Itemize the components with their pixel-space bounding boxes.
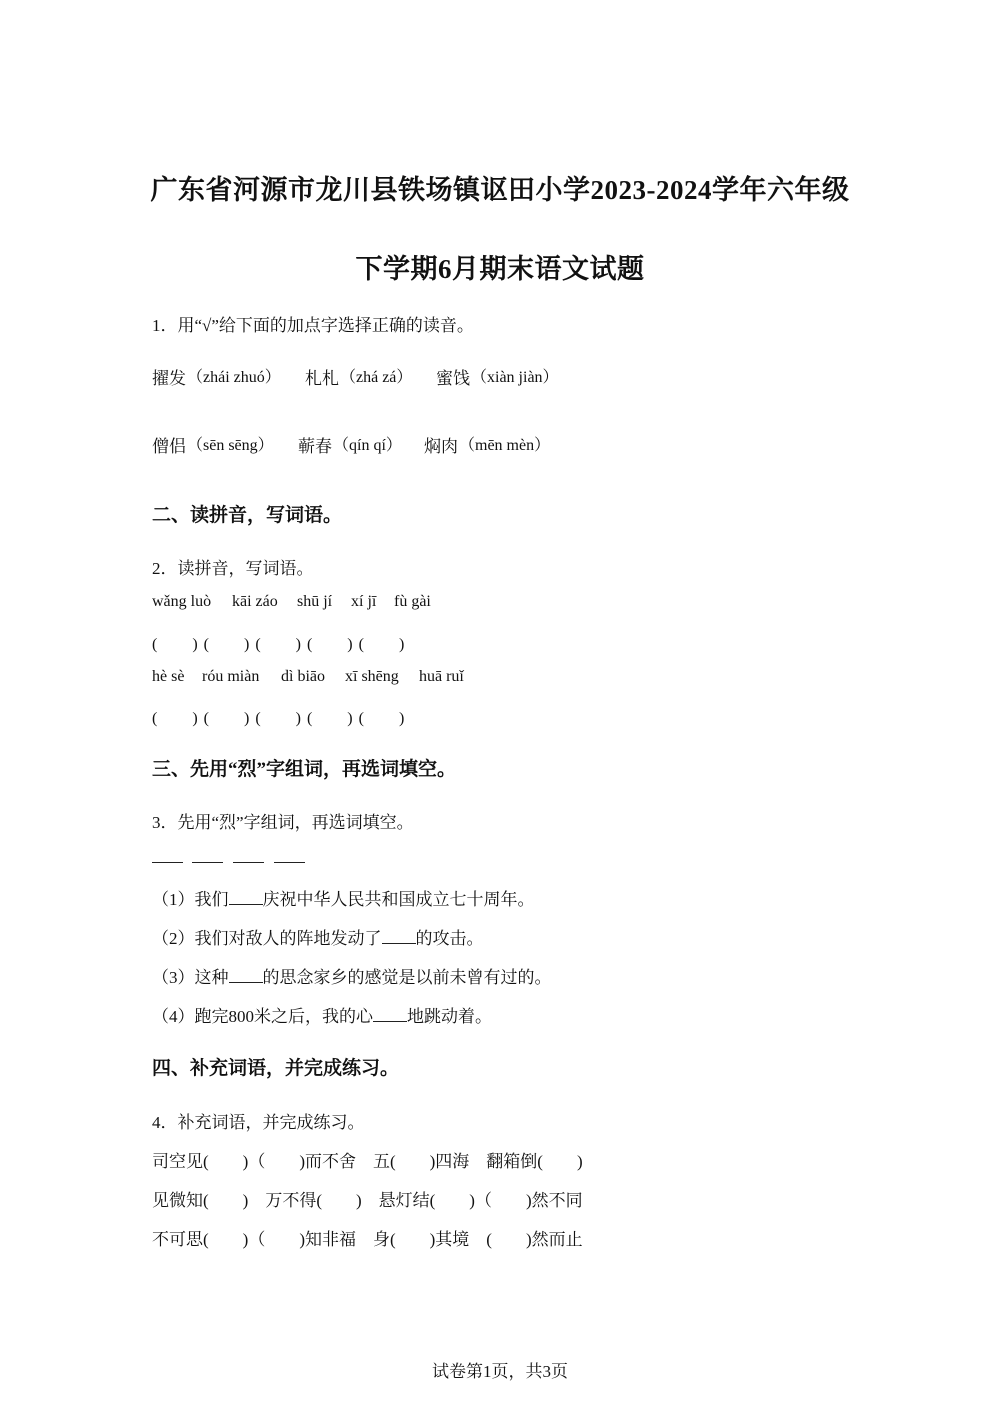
sentence-text: 庆祝中华人民共和国成立七十周年。 xyxy=(262,890,535,909)
exam-title-line2: 下学期6月期末语文试题 xyxy=(355,254,645,284)
answer-blank-line xyxy=(233,862,264,863)
idiom-row: 见微知( ) 万不得( ) 悬灯结( )（ )然不同 xyxy=(152,1191,583,1210)
section-4-heading: 四、补充词语，并完成练习。 xyxy=(152,1058,400,1079)
sentence-text: （1）我们 xyxy=(152,890,229,909)
fill-blank xyxy=(229,981,263,983)
pinyin-item: wǎng luò xyxy=(152,593,212,610)
fill-blank xyxy=(373,1020,407,1022)
answer-blank-line xyxy=(192,862,223,863)
pinyin-item: dì biāo xyxy=(281,668,325,685)
section-3-heading: 三、先用“烈”字组词，再选词填空。 xyxy=(152,759,457,780)
q1-item-word: 僧侣 xyxy=(152,437,186,456)
fill-sentence-3 xyxy=(152,963,552,988)
answer-parentheses-row: ( ) ( ) ( ) ( ) ( ) xyxy=(152,710,406,727)
page-footer: 试卷第1页，共3页 xyxy=(432,1362,568,1381)
pinyin-item: fù gài xyxy=(394,593,431,610)
fill-sentence-4 xyxy=(152,1002,492,1027)
question-3-prompt: 3．先用“烈”字组词，再选词填空。 xyxy=(152,813,414,832)
q1-item-pinyin: （zhái zhuó） xyxy=(187,369,281,386)
question-2-prompt: 2．读拼音，写词语。 xyxy=(152,559,314,578)
idiom-row: 司空见( )（ )而不舍 五( )四海 翻箱倒( ) xyxy=(152,1152,583,1171)
pinyin-item: hè sè xyxy=(152,668,185,685)
sentence-text: 的思念家乡的感觉是以前未曾有过的。 xyxy=(262,968,552,987)
question-1-prompt: 1．用“√”给下面的加点字选择正确的读音。 xyxy=(152,316,474,335)
q1-item-word: 蕲春 xyxy=(298,437,332,456)
pinyin-item: xí jī xyxy=(351,593,377,610)
answer-parentheses-row: ( ) ( ) ( ) ( ) ( ) xyxy=(152,636,406,653)
sentence-text: 的攻击。 xyxy=(415,929,484,948)
sentence-text: （3）这种 xyxy=(152,968,229,987)
answer-blank-line xyxy=(152,862,183,863)
fill-blank xyxy=(229,903,263,905)
q1-item-pinyin: （sēn sēng） xyxy=(187,437,274,454)
q1-item-pinyin: （qín qí） xyxy=(333,437,402,454)
section-2-heading: 二、读拼音，写词语。 xyxy=(152,505,343,526)
q1-item-word: 札札 xyxy=(305,369,339,388)
q1-item-pinyin: （mēn mèn） xyxy=(459,437,551,454)
sentence-text: （4）跑完800米之后，我的心 xyxy=(152,1007,373,1026)
q1-item-word: 蜜饯 xyxy=(436,369,470,388)
question-4-prompt: 4．补充词语，并完成练习。 xyxy=(152,1113,365,1132)
q1-item-pinyin: （zhá zá） xyxy=(340,369,413,386)
pinyin-item: róu miàn xyxy=(202,668,260,685)
fill-blank xyxy=(382,942,416,944)
pinyin-item: xī shēng xyxy=(345,668,399,685)
sentence-text: （2）我们对敌人的阵地发动了 xyxy=(152,929,382,948)
fill-sentence-1 xyxy=(152,885,535,910)
q1-item-word: 擢发 xyxy=(152,369,186,388)
fill-sentence-2 xyxy=(152,924,484,949)
q1-item-pinyin: （xiàn jiàn） xyxy=(471,369,559,386)
pinyin-item: kāi záo xyxy=(232,593,278,610)
pinyin-item: shū jí xyxy=(297,593,333,610)
answer-blank-line xyxy=(274,862,305,863)
pinyin-item: huā ruǐ xyxy=(419,668,464,685)
q1-item-word: 焖肉 xyxy=(424,437,458,456)
idiom-row: 不可思( )（ )知非福 身( )其境 ( )然而止 xyxy=(152,1230,583,1249)
sentence-text: 地跳动着。 xyxy=(407,1007,492,1026)
exam-title-line1: 广东省河源市龙川县铁场镇讴田小学2023-2024学年六年级 xyxy=(150,175,850,205)
